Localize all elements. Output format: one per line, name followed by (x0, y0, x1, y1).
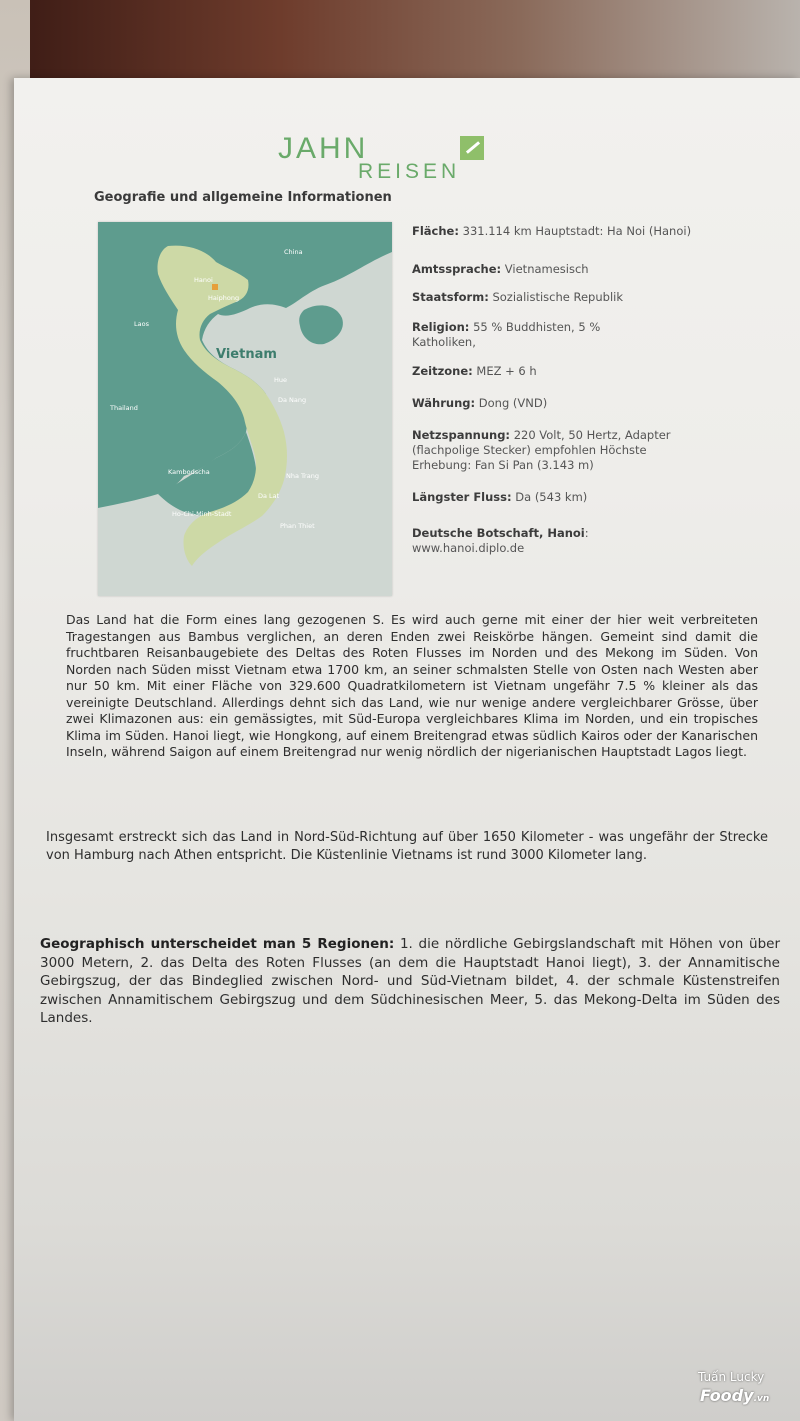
fact-value: MEZ + 6 h (476, 364, 537, 378)
fact-staatsform (412, 290, 712, 305)
map-label-vietnam: Vietnam (216, 347, 277, 362)
fact-value: 331.114 km Hauptstadt: Ha Noi (Hanoi) (462, 224, 692, 238)
embassy-url: www.hanoi.diplo.de (412, 541, 525, 555)
fact-amtssprache (412, 262, 712, 277)
map-label-danang: Da Nang (278, 396, 307, 404)
map-graphic (98, 222, 392, 596)
fact-colon: : (584, 526, 589, 540)
regions-text: 1. die nördliche Gebirgslandschaft mit Höhen von über 3000 Metern, 2. das Delta des Roten Flusses (an dem die Hauptstadt Hanoi liegt), 3. der Annamitische Gebirgszug, der das Bindeglied zwischen Nord- und Süd-Vietnam bildet, 4. der schmale Küstenstreifen zwischen Annamitischem Gebirgszug und dem Südchinesischen Meer, 5. das Mekong-Delta im Süden des Landes. (40, 936, 780, 1026)
map-label-hcmc: Ho-Chi-Minh-Stadt (172, 510, 232, 518)
logo-text-bottom: REISEN (358, 160, 461, 183)
fact-religion (412, 320, 642, 350)
fact-value: Vietnamesisch (504, 262, 589, 276)
map-label-hue: Hue (274, 376, 288, 384)
page-title: Geografie und allgemeine Informationen (94, 190, 392, 205)
fact-label: Netzspannung: (412, 428, 511, 442)
fact-label: Zeitzone: (412, 364, 473, 378)
map-label-hanoi: Hanoi (194, 276, 213, 284)
fact-netzspannung (412, 428, 702, 473)
paragraph-form: Das Land hat die Form eines lang gezogenen S. Es wird auch gerne mit einer der hier weit verbreiteten Tragestangen aus Bambus verglichen, an deren Enden zwei Reiskörbe hängen. Gemeint sind damit die fruchtbaren Reisanbaugebiete des Deltas des Roten Flusses im Norden und des Mekong im Süden. Von Norden nach Süden misst Vietnam etwa 1700 km, an seiner schmalsten Stelle von Osten nach Westen aber nur 50 km. Mit einer Fläche von 329.600 Quadratkilometern ist Vietnam ungefähr 7.5 % kleiner als das vereinigte Deutschland. Allerdings dehnt sich das Land, wie nur wenige andere vergleichbarer Grösse, über zwei Klimazonen aus: ein gemässigtes, mit Süd-Europa vergleichbares Klima im Norden, und ein tropisches Klima im Süden. Hanoi liegt, wie Hongkong, auf einem Breitengrad etwas südlich Kairos oder der Kanarischen Inseln, während Saigon auf einem Breitengrad nur wenig nördlich der nigerianischen Hauptstadt Lagos liegt. (66, 612, 758, 759)
jahn-reisen-logo (278, 132, 508, 182)
fact-botschaft (412, 526, 712, 556)
paragraph-extent: Insgesamt erstreckt sich das Land in Nord-Süd-Richtung auf über 1650 Kilometer - was ungefähr der Strecke von Hamburg nach Athen entspricht. Die Küstenlinie Vietnams ist rund 3000 Kilometer lang. (46, 830, 768, 863)
map-label-dalat: Da Lat (258, 492, 280, 500)
map-label-laos: Laos (134, 320, 149, 328)
fact-value: Sozialistische Republik (492, 290, 623, 304)
fact-label: Religion: (412, 320, 470, 334)
map-label-thailand: Thailand (110, 404, 138, 412)
fact-label: Amtssprache: (412, 262, 502, 276)
watermark-tld: .vn (753, 1394, 770, 1404)
fact-zeitzone (412, 364, 712, 379)
fact-value: 55 % Buddhisten, 5 % Katholiken, (412, 320, 601, 349)
paragraph-regions (40, 935, 780, 1028)
map-label-nhatrang: Nha Trang (286, 472, 319, 480)
map-label-haiphong: Haiphong (208, 294, 240, 302)
watermark-brand-name: Foody (700, 1386, 754, 1405)
fact-label: Längster Fluss: (412, 490, 512, 504)
map-label-kambodscha: Kambodscha (168, 468, 210, 476)
fact-label: Deutsche Botschaft, Hanoi (412, 526, 585, 540)
fact-label: Fläche: (412, 224, 459, 238)
hainan-island (299, 305, 343, 344)
fact-label: Währung: (412, 396, 476, 410)
fact-flaeche (412, 224, 712, 239)
fact-value: 220 Volt, 50 Hertz, Adapter (flachpolige Stecker) empfohlen Höchste Erhebung: Fan Si Pan (3.143 m) (412, 428, 671, 472)
fact-value: Da (543 km) (515, 490, 588, 504)
regions-heading: Geographisch unterscheidet man 5 Regionen: (40, 936, 395, 952)
fact-fluss (412, 490, 712, 505)
watermark-brand (700, 1386, 769, 1405)
hanoi-marker-icon (212, 284, 218, 290)
map-label-phanthiet: Phan Thiet (280, 522, 315, 530)
watermark-user: Tuấn Lucky (698, 1370, 765, 1384)
vietnam-map (98, 222, 392, 596)
logo-text-top: JAHN (278, 132, 369, 165)
map-label-china: China (284, 248, 303, 256)
fact-waehrung (412, 396, 712, 411)
fact-label: Staatsform: (412, 290, 489, 304)
leaf-icon (460, 136, 484, 160)
fact-value: Dong (VND) (478, 396, 548, 410)
